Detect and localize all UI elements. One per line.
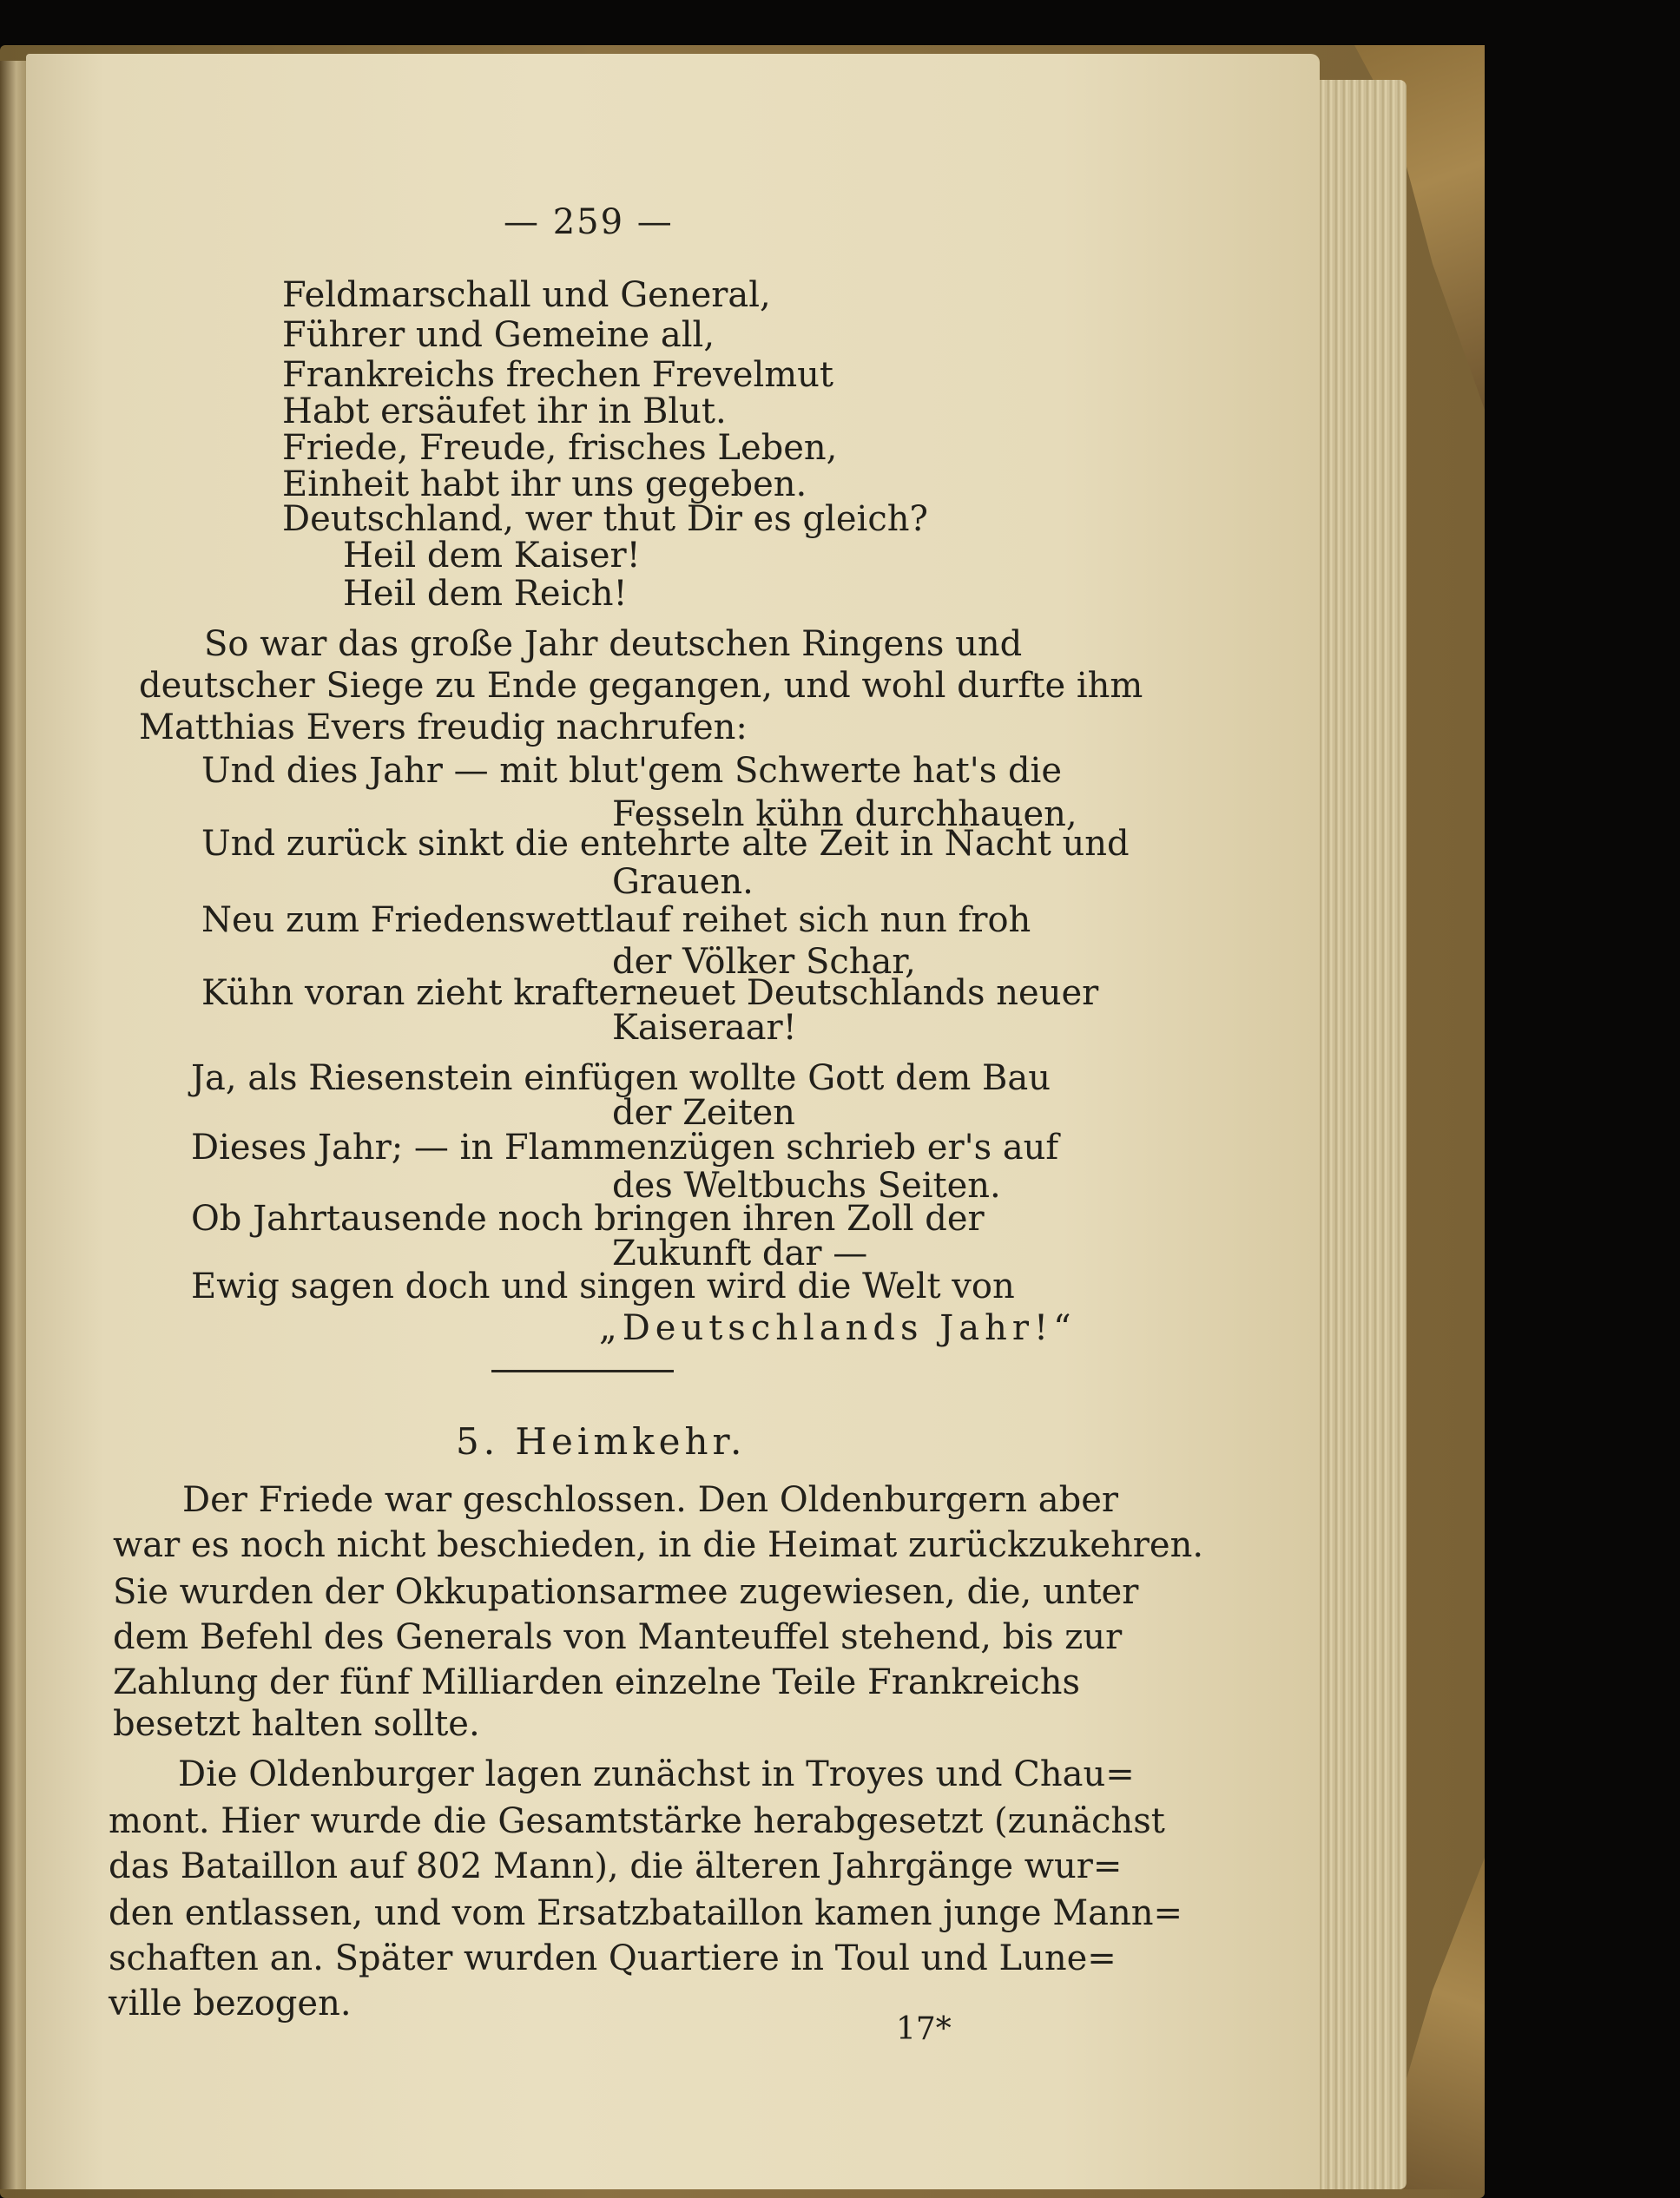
poem-1-line: Führer und Gemeine all, bbox=[282, 315, 715, 355]
paragraph-line: schaften an. Später wurden Quartiere in Toul und Lune= bbox=[109, 1938, 1117, 1978]
poem-2-line: Grauen. bbox=[612, 862, 754, 902]
paragraph-line: das Bataillon auf 802 Mann), die älteren Jahrgänge wur= bbox=[109, 1846, 1123, 1886]
poem-1-line: Frankreichs frechen Frevelmut bbox=[282, 355, 833, 395]
poem-2-line: Und dies Jahr — mit blut'gem Schwerte hat's die bbox=[201, 751, 1063, 791]
poem-1-line: Heil dem Reich! bbox=[343, 574, 628, 614]
poem-1-line: Einheit habt ihr uns gegeben. bbox=[282, 464, 807, 504]
paragraph-line: Matthias Evers freudig nachrufen: bbox=[139, 707, 748, 747]
poem-1-line: Feldmarschall und General, bbox=[282, 275, 771, 315]
poem-2-line: des Weltbuchs Seiten. bbox=[612, 1166, 1001, 1206]
poem-2-line: Ewig sagen doch und singen wird die Welt von bbox=[191, 1267, 1015, 1306]
signature-mark: 17* bbox=[896, 2011, 952, 2047]
poem-1-line: Heil dem Kaiser! bbox=[343, 536, 641, 576]
page-header: — 259 — bbox=[504, 202, 674, 242]
poem-1-line: Habt ersäufet ihr in Blut. bbox=[282, 392, 727, 431]
paragraph-line: ville bezogen. bbox=[109, 1984, 352, 2024]
poem-2-line: Fesseln kühn durchhauen, bbox=[612, 794, 1077, 834]
poem-1-line: Friede, Freude, frisches Leben, bbox=[282, 428, 838, 468]
poem-2-line: Dieses Jahr; — in Flammenzügen schrieb er's auf bbox=[191, 1128, 1059, 1168]
paragraph-line: war es noch nicht beschieden, in die Heimat zurückzukehren. bbox=[113, 1525, 1204, 1565]
poem-1-line: Deutschland, wer thut Dir es gleich? bbox=[282, 499, 928, 539]
paragraph-line: den entlassen, und vom Ersatzbataillon kamen junge Mann= bbox=[109, 1893, 1183, 1933]
poem-2-line: der Völker Schar, bbox=[612, 942, 916, 982]
section-divider bbox=[491, 1370, 674, 1372]
section-title: 5. Heimkehr. bbox=[456, 1420, 747, 1463]
poem-2-line: Neu zum Friedenswettlauf reihet sich nun froh bbox=[201, 900, 1031, 940]
poem-2-line: Und zurück sinkt die entehrte alte Zeit in Nacht und bbox=[201, 824, 1130, 864]
poem-2-line: der Zeiten bbox=[612, 1093, 795, 1133]
paragraph-line: mont. Hier wurde die Gesamtstärke herabgesetzt (zunächst bbox=[109, 1801, 1165, 1841]
paragraph-line: So war das große Jahr deutschen Ringens und bbox=[204, 624, 1023, 664]
paragraph-line: deutscher Siege zu Ende gegangen, und wohl durfte ihm bbox=[139, 666, 1143, 706]
poem-2-line: Ob Jahrtausende noch bringen ihren Zoll der bbox=[191, 1199, 985, 1239]
paragraph-line: besetzt halten sollte. bbox=[113, 1704, 480, 1744]
paragraph-line: Die Oldenburger lagen zunächst in Troyes und Chau= bbox=[178, 1754, 1135, 1794]
paragraph-line: Sie wurden der Okkupationsarmee zugewiesen, die, unter bbox=[113, 1572, 1139, 1612]
poem-2-line: Ja, als Riesenstein einfügen wollte Gott dem Bau bbox=[191, 1058, 1051, 1098]
poem-2-line: „Deutschlands Jahr!“ bbox=[599, 1308, 1077, 1348]
poem-2-line: Zukunft dar — bbox=[612, 1234, 868, 1273]
paragraph-line: dem Befehl des Generals von Manteuffel stehend, bis zur bbox=[113, 1617, 1123, 1657]
left-page-edge bbox=[0, 61, 30, 2189]
poem-2-line: Kaiseraar! bbox=[612, 1008, 797, 1048]
paragraph-line: Zahlung der fünf Milliarden einzelne Teile Frankreichs bbox=[113, 1662, 1080, 1702]
poem-2-line: Kühn voran zieht krafterneuet Deutschlands neuer bbox=[201, 973, 1099, 1013]
paragraph-line: Der Friede war geschlossen. Den Oldenburgern aber bbox=[182, 1480, 1119, 1520]
